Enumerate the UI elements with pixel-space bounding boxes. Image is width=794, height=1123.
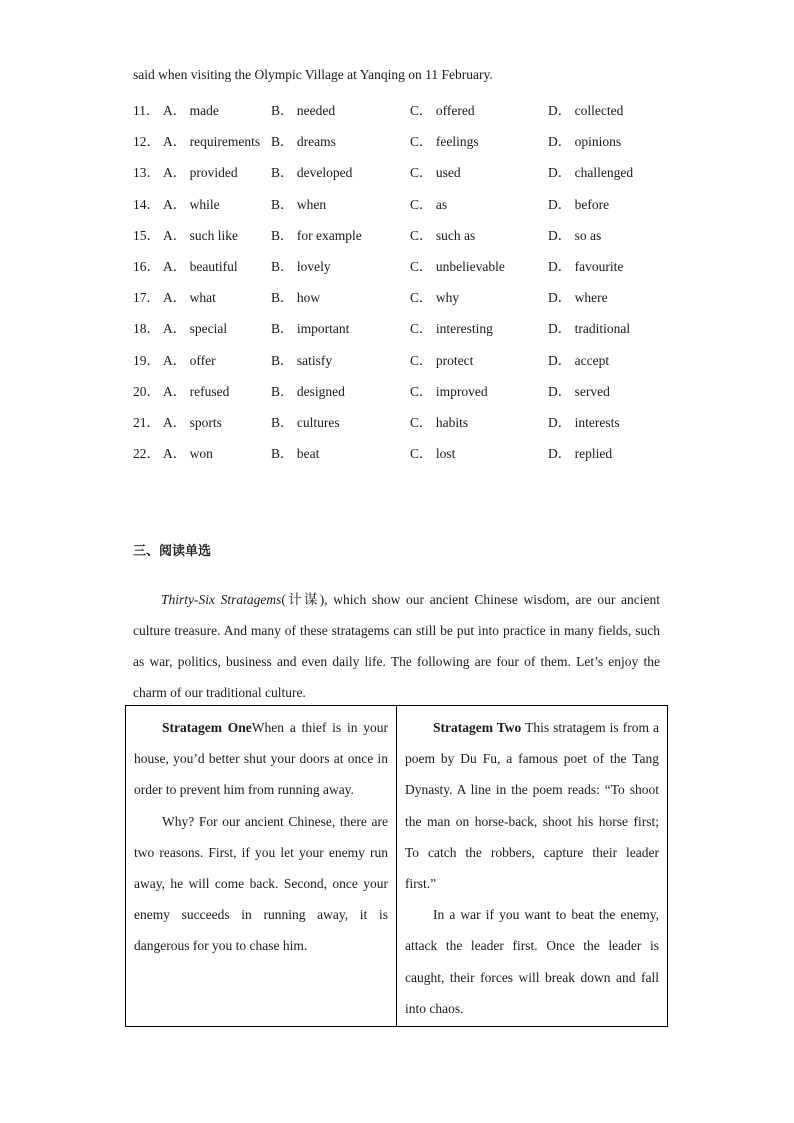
- question-number: 18．: [133, 321, 160, 337]
- option-d: D． before: [548, 196, 610, 212]
- question-number: 19．: [133, 352, 160, 368]
- option-d: D． collected: [548, 103, 624, 118]
- question-number: 17．: [133, 290, 160, 306]
- question-number: 16．: [133, 259, 160, 274]
- intro-line: said when visiting the Olympic Village at Yanqing on 11 February.: [133, 67, 493, 82]
- option-d: D． where: [548, 290, 608, 306]
- option-d: D． traditional: [548, 321, 631, 337]
- option-c: C． such as: [410, 227, 476, 243]
- passage: [133, 584, 660, 708]
- option-d: D． replied: [548, 446, 613, 462]
- passage-title: Thirty-Six Stratagems: [161, 592, 282, 607]
- option-c: C． interesting: [410, 321, 493, 337]
- stratagem-two-p2: In a war if you want to beat the enemy, attack the leader first. Once the leader is caught, their forces will break down and fall into chaos.: [405, 907, 659, 1016]
- stratagem-one-cell: [126, 706, 396, 1026]
- option-d: D． opinions: [548, 134, 622, 150]
- option-b: B． developed: [271, 165, 353, 181]
- passage-title-cn: (计谋): [281, 592, 325, 607]
- option-a: A． sports: [163, 415, 222, 430]
- stratagem-two-heading: Stratagem Two: [433, 720, 522, 735]
- question-number: 15．: [133, 227, 160, 243]
- option-c: C． improved: [410, 383, 488, 399]
- section-title: 三、阅读单选: [133, 544, 212, 559]
- stratagem-one-heading: Stratagem One: [162, 720, 252, 735]
- option-a: A． beautiful: [163, 259, 238, 274]
- option-c: C． why: [410, 290, 460, 306]
- question-number: 13．: [133, 165, 160, 181]
- option-c: C． offered: [410, 103, 475, 118]
- option-d: D． accept: [548, 352, 610, 368]
- question-number: 22．: [133, 446, 160, 462]
- option-b: B． when: [271, 196, 327, 212]
- question-number: 20．: [133, 383, 160, 399]
- question-number: 21．: [133, 415, 160, 430]
- option-b: B． beat: [271, 446, 320, 462]
- option-b: B． important: [271, 321, 350, 337]
- option-b: B． how: [271, 290, 321, 306]
- option-b: B． satisfy: [271, 352, 333, 368]
- option-a: A． won: [163, 446, 213, 462]
- option-c: C． lost: [410, 446, 456, 462]
- option-a: A． such like: [163, 227, 238, 243]
- option-c: C． unbelievable: [410, 259, 505, 274]
- stratagem-two-p1: This stratagem is from a poem by Du Fu, a famous poet of the Tang Dynasty. A line in the poem reads: “To shoot the man on horse-back, shoot his horse first; To catch the robbers, capture their leader first.”: [405, 720, 659, 892]
- question-number: 11．: [133, 103, 160, 118]
- option-a: A． made: [163, 103, 219, 118]
- option-c: C． protect: [410, 352, 474, 368]
- option-d: D． served: [548, 383, 610, 399]
- question-number: 14．: [133, 196, 160, 212]
- option-b: B． needed: [271, 103, 336, 118]
- stratagem-one-p1: When a thief is in your house, you’d better shut your doors at once in order to prevent him from running away.: [134, 720, 388, 798]
- option-b: B． designed: [271, 383, 345, 399]
- option-a: A． requirements: [163, 134, 261, 150]
- option-a: A． what: [163, 290, 216, 306]
- option-d: D． so as: [548, 227, 602, 243]
- option-a: A． refused: [163, 383, 230, 399]
- passage-text: , which show our ancient Chinese wisdom, are our ancient culture treasure. And many of these stratagems can still be put into practice in many fields, such as war, politics, business and even daily life. The following are four of them. Let’s enjoy the charm of our traditional culture.: [133, 592, 661, 700]
- option-b: B． lovely: [271, 259, 331, 274]
- option-c: C． used: [410, 165, 461, 181]
- option-c: C． feelings: [410, 134, 479, 150]
- option-d: D． challenged: [548, 165, 634, 181]
- stratagem-one-p2: Why? For our ancient Chinese, there are two reasons. First, if you let your enemy run away, he will come back. Second, once your enemy succeeds in running away, it is dangerous for you to chase him.: [134, 813, 388, 954]
- option-a: A． provided: [163, 165, 238, 181]
- option-a: A． special: [163, 321, 228, 337]
- option-a: A． while: [163, 196, 220, 212]
- option-b: B． for example: [271, 227, 362, 243]
- question-number: 12．: [133, 134, 160, 150]
- stratagem-table: [125, 705, 668, 1027]
- stratagem-two-cell: [396, 706, 667, 1026]
- option-b: B． cultures: [271, 415, 340, 430]
- option-d: D． interests: [548, 415, 620, 430]
- option-b: B． dreams: [271, 134, 336, 150]
- option-a: A． offer: [163, 352, 216, 368]
- option-c: C． as: [410, 196, 448, 212]
- option-c: C． habits: [410, 415, 469, 430]
- option-d: D． favourite: [548, 259, 624, 274]
